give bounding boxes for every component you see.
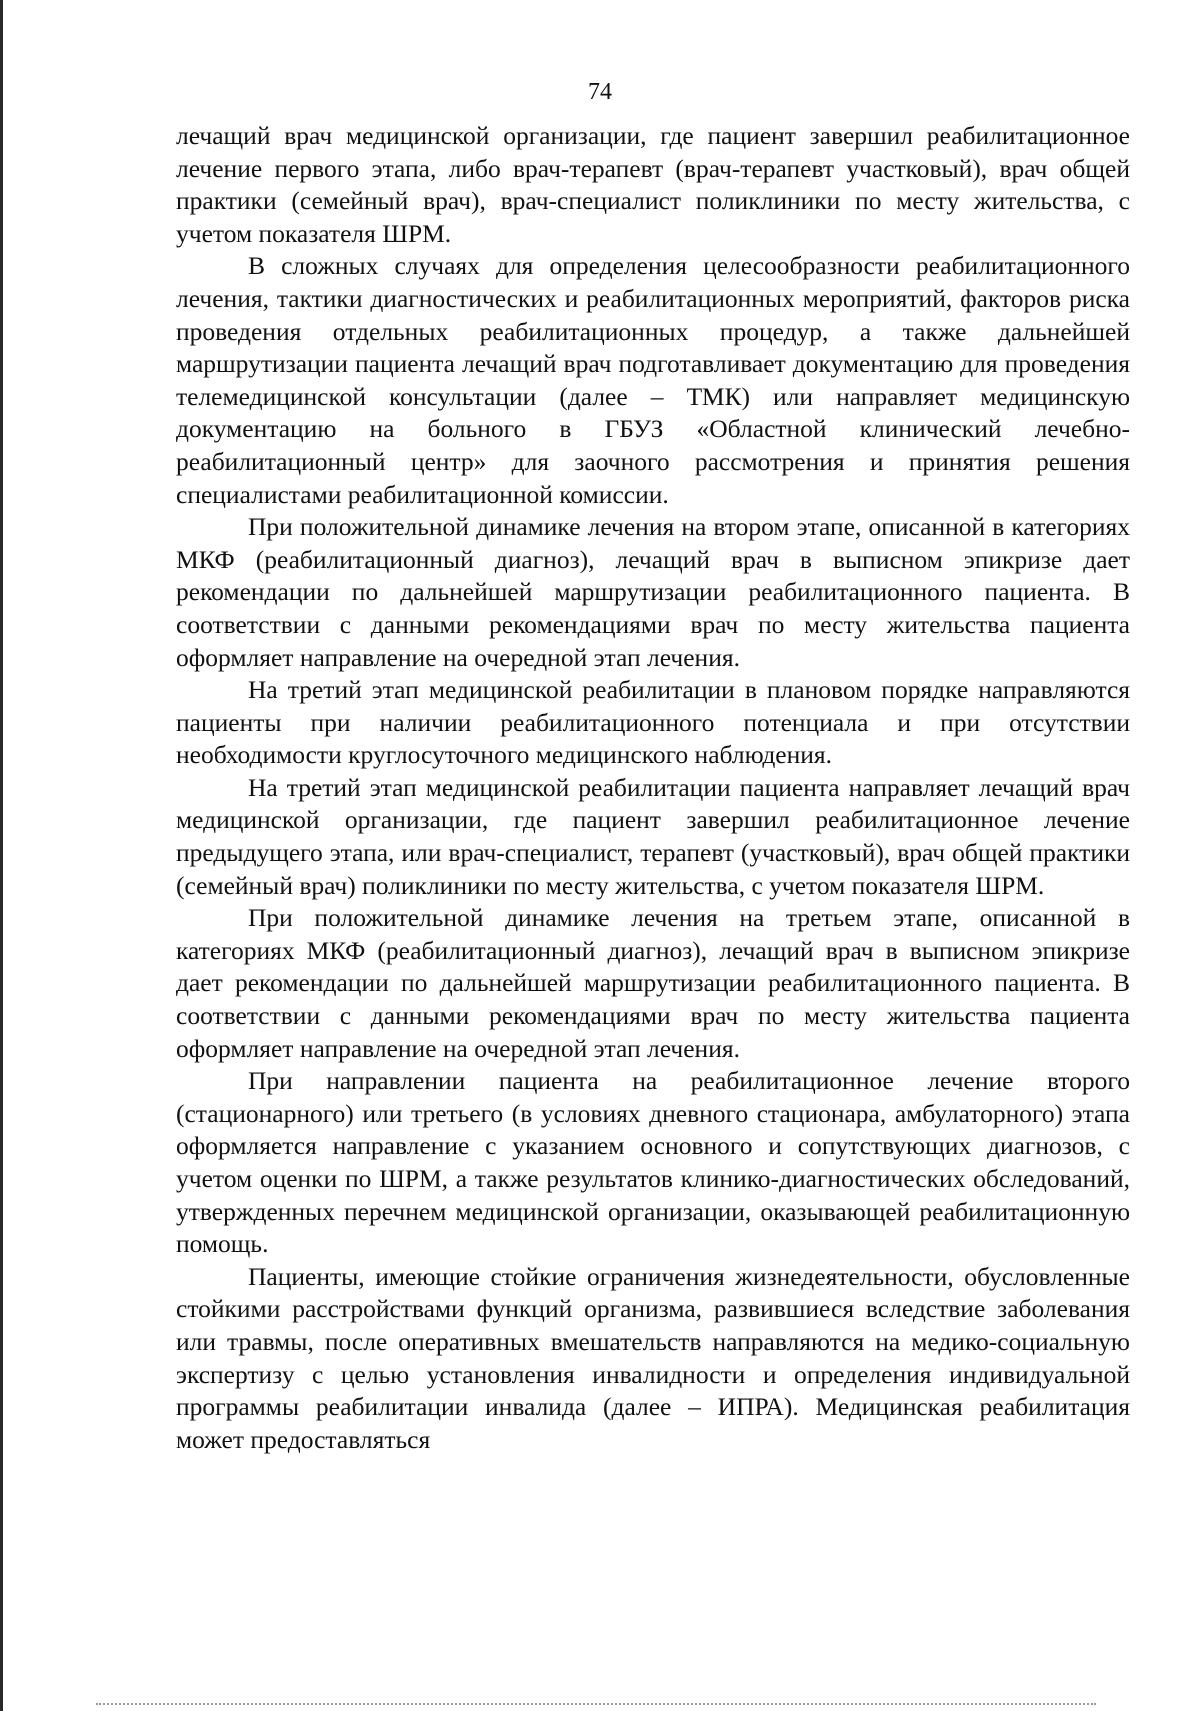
paragraph-third-stage-referral: На третий этап медицинской реабилитации пациента направляет лечащий врач медицинской организации, где пациент завершил реабилитационное лечение предыдущего этапа, или врач-специалист, терапевт (участковый), врач общей практики (семейный врач) поликлиники по месту жительства, с учетом показателя ШРМ. — [176, 772, 1130, 900]
paragraph-third-stage-dynamics: При положительной динамике лечения на третьем этапе, описанной в категориях МКФ (реабилитационный диагноз), лечащий врач в выписном эпикризе дает рекомендации по дальнейшей маршрутизации реабилитационного пациента. В соответствии с данными рекомендациями врач по месту жительства пациента оформляет направление на очередной этап лечения. — [176, 903, 1130, 1063]
page-number: 74 — [588, 79, 612, 105]
scan-bottom-marks — [96, 1703, 1096, 1707]
body-text — [176, 120, 1130, 1456]
paragraph-continuation: лечащий врач медицинской организации, где пациент завершил реабилитационное лечение первого этапа, либо врач-терапевт (врач-терапевт участковый), врач общей практики (семейный врач), врач-специалист поликлиники по месту жительства, с учетом показателя ШРМ. — [176, 121, 1130, 248]
paragraph-referral-documents: При направлении пациента на реабилитационное лечение второго (стационарного) или третьего (в условиях дневного стационара, амбулаторного) этапа оформляется направление с указанием основного и сопутствующих диагнозов, с учетом оценки по ШРМ, а также результатов клинико-диагностических обследований, утвержденных перечнем медицинской организации, оказывающей реабилитационную помощь. — [176, 1066, 1130, 1259]
paragraph-second-stage-dynamics: При положительной динамике лечения на втором этапе, описанной в категориях МКФ (реабилитационный диагноз), лечащий врач в выписном эпикризе дает рекомендации по дальнейшей маршрутизации реабилитационного пациента. В соответствии с данными рекомендациями врач по месту жительства пациента оформляет направление на очередной этап лечения. — [176, 512, 1130, 672]
paragraph-disability-expertise: Пациенты, имеющие стойкие ограничения жизнедеятельности, обусловленные стойкими расстройствами функций организма, развившиеся вследствие заболевания или травмы, после оперативных вмешательств направляются на медико-социальную экспертизу с целью установления инвалидности и определения индивидуальной программы реабилитации инвалида (далее – ИПРА). Медицинская реабилитация может предоставляться — [176, 1261, 1130, 1454]
scan-edge-line — [0, 0, 3, 1711]
paragraph-third-stage-criteria: На третий этап медицинской реабилитации в плановом порядке направляются пациенты при наличии реабилитационного потенциала и при отсутствии необходимости круглосуточного медицинского наблюдения. — [176, 675, 1130, 770]
paragraph-complex-cases: В сложных случаях для определения целесообразности реабилитационного лечения, тактики диагностических и реабилитационных мероприятий, факторов риска проведения отдельных реабилитационных процедур, а также дальнейшей маршрутизации пациента лечащий врач подготавливает документацию для проведения телемедицинской консультации (далее – ТМК) или направляет медицинскую документацию на больного в ГБУЗ «Областной клинический лечебно-реабилитационный центр» для заочного рассмотрения и принятия решения специалистами реабилитационной комиссии. — [176, 251, 1130, 509]
